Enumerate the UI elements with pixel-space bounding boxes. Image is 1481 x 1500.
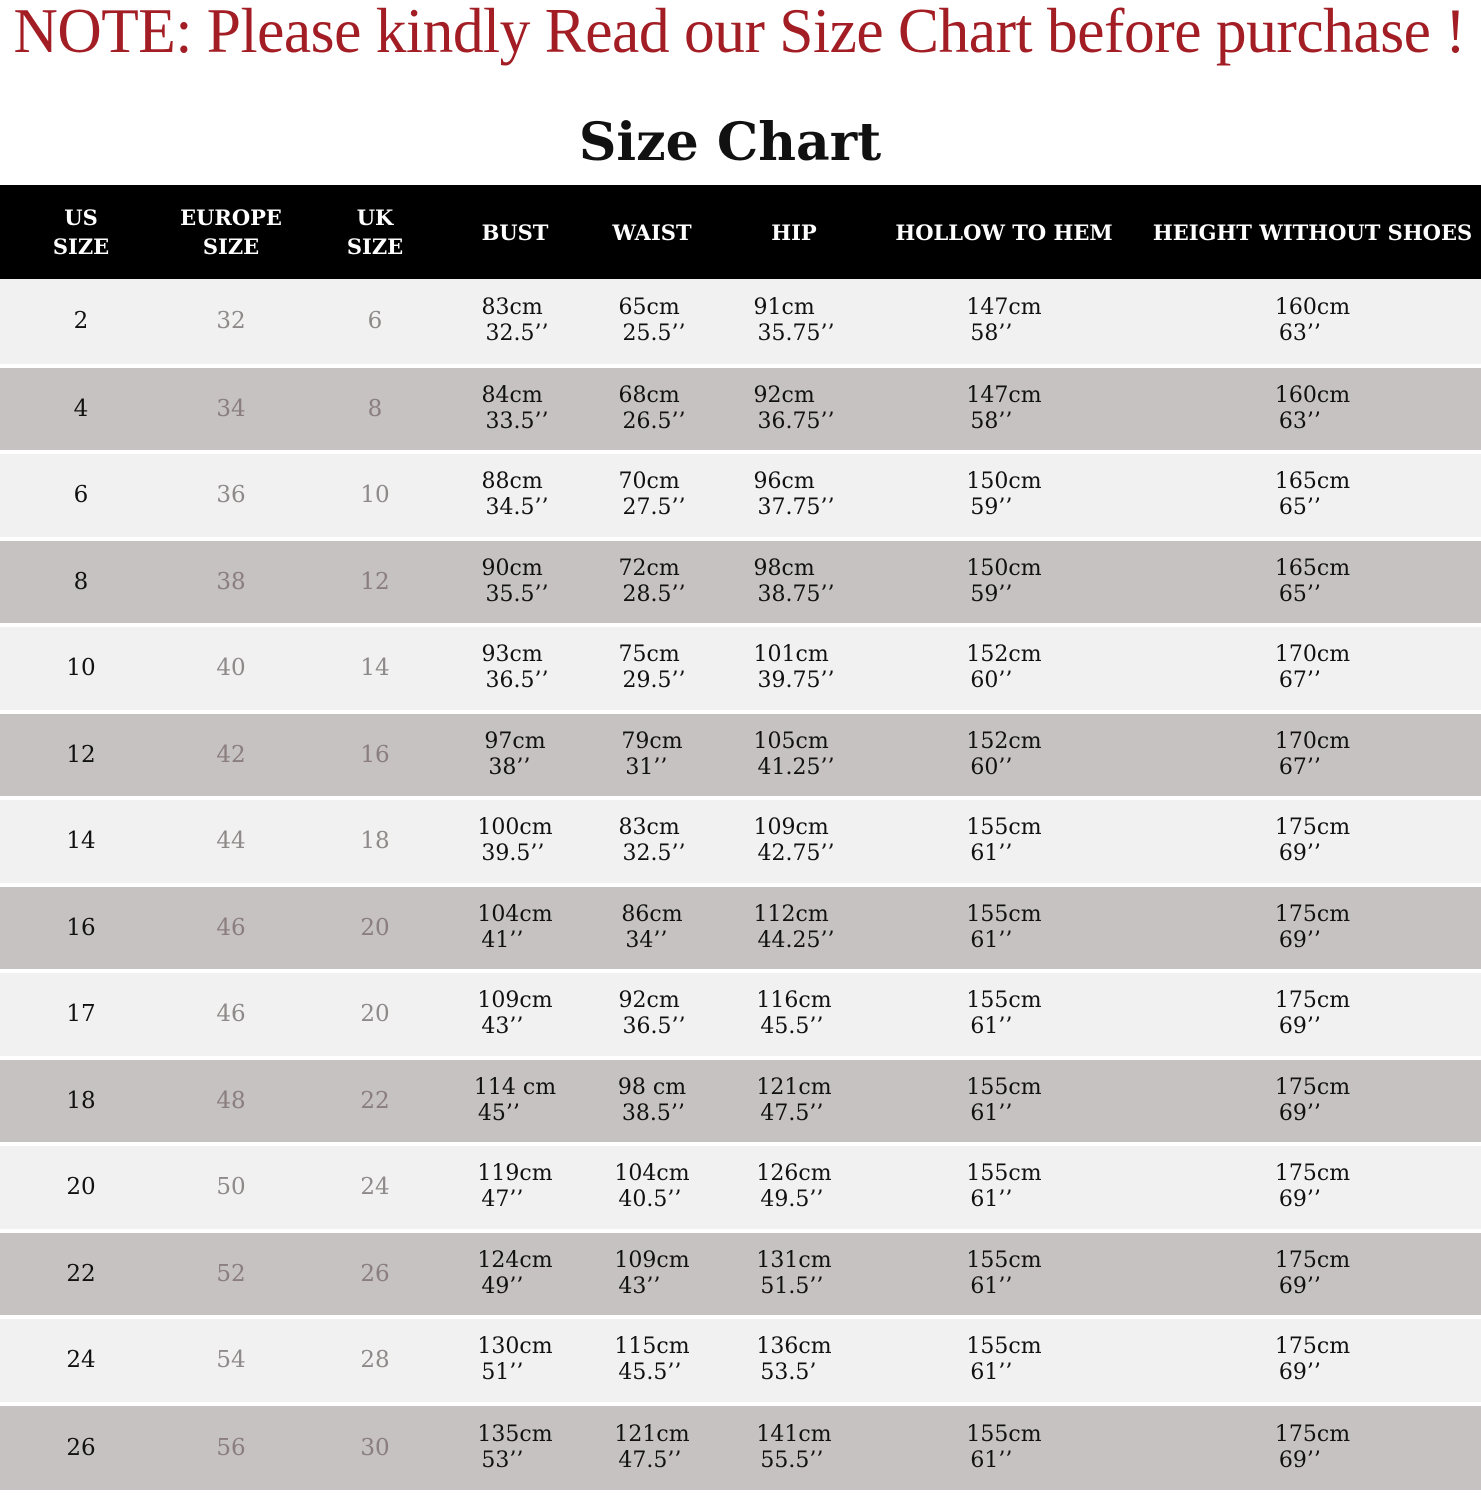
waist-inch-value: 45.5’’	[618, 1360, 682, 1386]
us-size-cell: 17	[0, 971, 162, 1058]
table-header-row	[0, 185, 1481, 279]
height-cm-value: 175cm	[1274, 1334, 1351, 1360]
europe-size-cell: 52	[162, 1231, 300, 1318]
hip-cell	[724, 798, 864, 885]
height-cell	[1144, 1231, 1481, 1318]
waist-cm-value: 83cm	[618, 815, 680, 841]
hollow-cm-value: 152cm	[966, 642, 1042, 668]
waist-cell	[580, 366, 724, 453]
waist-inch-value: 31’’	[625, 754, 668, 780]
waist-cell	[580, 1231, 724, 1318]
bust-cell	[450, 1317, 580, 1404]
height-cm-value: 175cm	[1274, 1247, 1351, 1273]
waist-cm-value: 86cm	[621, 901, 683, 927]
height-cell	[1144, 625, 1481, 712]
bust-cm-value: 97cm	[484, 728, 546, 754]
uk-size-cell: 26	[300, 1231, 450, 1318]
table-row	[0, 1404, 1481, 1491]
header-waist: WAIST	[612, 219, 692, 245]
waist-inch-value: 29.5’’	[622, 668, 686, 694]
us-size-cell: 14	[0, 798, 162, 885]
uk-size-cell: 8	[300, 366, 450, 453]
us-size-cell: 8	[0, 539, 162, 626]
header-uk-size: UK SIZE	[346, 205, 404, 259]
hip-inch-value: 37.75’’	[757, 495, 835, 521]
hip-inch-value: 55.5’’	[760, 1447, 824, 1473]
hip-inch-value: 39.75’’	[757, 668, 835, 694]
bust-cell	[450, 885, 580, 972]
hollow-inch-value: 59’’	[970, 495, 1013, 521]
waist-cell	[580, 1058, 724, 1145]
height-cm-value: 160cm	[1274, 295, 1351, 321]
hollow-cell	[864, 366, 1144, 453]
waist-cell	[580, 625, 724, 712]
bust-inch-value: 34.5’’	[485, 495, 549, 521]
waist-inch-value: 38.5’’	[621, 1100, 685, 1126]
europe-size-cell: 54	[162, 1317, 300, 1404]
europe-size-cell: 46	[162, 971, 300, 1058]
waist-cell	[580, 539, 724, 626]
bust-inch-value: 49’’	[481, 1273, 524, 1299]
height-cm-value: 175cm	[1274, 815, 1351, 841]
height-inch-value: 67’’	[1278, 668, 1321, 694]
hollow-cell	[864, 279, 1144, 366]
header-height-without-shoes: HEIGHT WITHOUT SHOES	[1152, 219, 1473, 245]
height-cell	[1144, 1404, 1481, 1491]
hip-cm-value: 131cm	[756, 1247, 832, 1273]
bust-cm-value: 104cm	[477, 901, 553, 927]
hollow-cm-value: 155cm	[966, 1421, 1042, 1447]
hollow-cm-value: 155cm	[966, 815, 1042, 841]
bust-cell	[450, 798, 580, 885]
height-cm-value: 175cm	[1274, 1074, 1351, 1100]
hip-cell	[724, 1317, 864, 1404]
hip-inch-value: 49.5’’	[760, 1187, 824, 1213]
waist-cm-value: 104cm	[614, 1161, 690, 1187]
bust-cell	[450, 1144, 580, 1231]
hip-inch-value: 51.5’’	[760, 1273, 824, 1299]
hollow-inch-value: 59’’	[970, 581, 1013, 607]
hollow-cm-value: 155cm	[966, 901, 1042, 927]
hollow-cm-value: 150cm	[966, 555, 1042, 581]
height-inch-value: 63’’	[1278, 321, 1321, 347]
europe-size-cell: 44	[162, 798, 300, 885]
height-cm-value: 175cm	[1274, 988, 1351, 1014]
hip-cell	[724, 625, 864, 712]
hollow-cell	[864, 539, 1144, 626]
hollow-cell	[864, 885, 1144, 972]
waist-cm-value: 79cm	[621, 728, 683, 754]
table-row	[0, 539, 1481, 626]
bust-inch-value: 43’’	[481, 1014, 524, 1040]
height-cell	[1144, 885, 1481, 972]
bust-cm-value: 109cm	[477, 988, 553, 1014]
hollow-inch-value: 60’’	[970, 668, 1013, 694]
hollow-cm-value: 152cm	[966, 728, 1042, 754]
bust-cm-value: 100cm	[477, 815, 553, 841]
hip-cm-value: 101cm	[753, 642, 829, 668]
bust-cm-value: 130cm	[477, 1334, 553, 1360]
us-size-cell: 24	[0, 1317, 162, 1404]
bust-inch-value: 51’’	[481, 1360, 524, 1386]
bust-inch-value: 41’’	[481, 927, 524, 953]
hollow-cm-value: 147cm	[966, 295, 1042, 321]
hollow-inch-value: 61’’	[970, 1187, 1013, 1213]
hollow-cell	[864, 1317, 1144, 1404]
table-row	[0, 1058, 1481, 1145]
us-size-cell: 2	[73, 308, 89, 335]
waist-cell	[580, 1404, 724, 1491]
us-size-cell: 10	[0, 625, 162, 712]
bust-cell	[450, 625, 580, 712]
header-us-size: US SIZE	[52, 205, 110, 259]
height-inch-value: 69’’	[1278, 1360, 1321, 1386]
hollow-cell	[864, 1404, 1144, 1491]
hip-cm-value: 105cm	[753, 728, 829, 754]
table-row	[0, 1317, 1481, 1404]
waist-cell	[580, 798, 724, 885]
bust-inch-value: 47’’	[481, 1187, 524, 1213]
height-cm-value: 165cm	[1274, 555, 1351, 581]
bust-cm-value: 124cm	[477, 1247, 553, 1273]
size-chart-title: Size Chart	[578, 112, 882, 173]
waist-cm-value: 72cm	[618, 555, 680, 581]
bust-cm-value: 84cm	[481, 382, 543, 408]
europe-size-cell: 42	[162, 712, 300, 799]
waist-cell	[580, 712, 724, 799]
size-rows	[0, 279, 1481, 1490]
hip-cm-value: 121cm	[756, 1074, 832, 1100]
height-inch-value: 69’’	[1278, 1273, 1321, 1299]
height-cm-value: 175cm	[1274, 1421, 1351, 1447]
bust-inch-value: 53’’	[481, 1447, 524, 1473]
hip-inch-value: 38.75’’	[757, 581, 835, 607]
hollow-cm-value: 150cm	[966, 469, 1042, 495]
hollow-inch-value: 58’’	[970, 321, 1013, 347]
europe-size-cell: 56	[162, 1404, 300, 1491]
us-size-cell: 6	[0, 452, 162, 539]
waist-inch-value: 28.5’’	[622, 581, 686, 607]
hip-cm-value: 112cm	[753, 901, 829, 927]
hollow-cell	[864, 712, 1144, 799]
waist-cell	[580, 452, 724, 539]
height-cell	[1144, 971, 1481, 1058]
waist-cm-value: 121cm	[614, 1421, 690, 1447]
hip-inch-value: 41.25’’	[757, 754, 835, 780]
waist-cm-value: 92cm	[618, 988, 680, 1014]
hollow-cm-value: 155cm	[966, 988, 1042, 1014]
waist-cm-value: 98 cm	[617, 1074, 687, 1100]
waist-inch-value: 47.5’’	[618, 1447, 682, 1473]
waist-inch-value: 26.5’’	[622, 408, 686, 434]
uk-size-cell: 28	[300, 1317, 450, 1404]
height-cell	[1144, 1317, 1481, 1404]
height-inch-value: 69’’	[1278, 1014, 1321, 1040]
us-size-cell: 20	[0, 1144, 162, 1231]
us-size-cell: 22	[0, 1231, 162, 1318]
bust-inch-value: 45’’	[477, 1100, 520, 1126]
height-cell	[1144, 539, 1481, 626]
waist-cell	[580, 1317, 724, 1404]
hip-inch-value: 35.75’’	[757, 321, 835, 347]
bust-cm-value: 119cm	[477, 1161, 553, 1187]
hip-cell	[724, 279, 864, 366]
hip-inch-value: 36.75’’	[757, 408, 835, 434]
waist-cm-value: 75cm	[618, 642, 680, 668]
hollow-cell	[864, 1144, 1144, 1231]
hollow-inch-value: 61’’	[970, 1447, 1013, 1473]
bust-cell	[450, 1404, 580, 1491]
bust-cell	[450, 279, 580, 366]
hip-cm-value: 109cm	[753, 815, 829, 841]
bust-cell	[450, 539, 580, 626]
europe-size-cell: 46	[162, 885, 300, 972]
bust-cm-value: 93cm	[481, 642, 543, 668]
hollow-cm-value: 155cm	[966, 1247, 1042, 1273]
height-cell	[1144, 712, 1481, 799]
hip-cell	[724, 885, 864, 972]
uk-size-cell: 20	[300, 971, 450, 1058]
height-cm-value: 170cm	[1274, 642, 1351, 668]
height-cell	[1144, 1058, 1481, 1145]
height-inch-value: 69’’	[1278, 1447, 1321, 1473]
hip-cm-value: 91cm	[753, 295, 815, 321]
height-inch-value: 69’’	[1278, 841, 1321, 867]
bust-cm-value: 114 cm	[473, 1074, 557, 1100]
table-row	[0, 971, 1481, 1058]
hollow-cell	[864, 452, 1144, 539]
uk-size-cell: 6	[367, 308, 383, 335]
bust-cell	[450, 366, 580, 453]
hollow-inch-value: 61’’	[970, 1273, 1013, 1299]
height-inch-value: 69’’	[1278, 1187, 1321, 1213]
waist-cell	[580, 279, 724, 366]
hip-cell	[724, 1231, 864, 1318]
waist-inch-value: 32.5’’	[622, 841, 686, 867]
europe-size-cell: 38	[162, 539, 300, 626]
bust-cell	[450, 712, 580, 799]
hip-cell	[724, 1058, 864, 1145]
hollow-cm-value: 155cm	[966, 1161, 1042, 1187]
hip-cm-value: 116cm	[756, 988, 832, 1014]
height-inch-value: 63’’	[1278, 408, 1321, 434]
uk-size-cell: 10	[300, 452, 450, 539]
waist-cm-value: 109cm	[614, 1247, 690, 1273]
waist-cell	[580, 1144, 724, 1231]
us-size-cell: 26	[0, 1404, 162, 1491]
waist-inch-value: 34’’	[625, 927, 668, 953]
size-chart-table	[0, 185, 1481, 1490]
bust-cm-value: 90cm	[481, 555, 543, 581]
hip-cell	[724, 1144, 864, 1231]
header-hip: HIP	[771, 219, 817, 245]
uk-size-cell: 24	[300, 1144, 450, 1231]
bust-inch-value: 39.5’’	[481, 841, 545, 867]
height-cell	[1144, 1144, 1481, 1231]
us-size-cell: 18	[0, 1058, 162, 1145]
table-row	[0, 366, 1481, 453]
waist-inch-value: 25.5’’	[622, 321, 686, 347]
uk-size-cell: 22	[300, 1058, 450, 1145]
hip-cm-value: 136cm	[756, 1334, 832, 1360]
hip-cell	[724, 452, 864, 539]
hollow-inch-value: 61’’	[970, 1014, 1013, 1040]
hollow-cm-value: 147cm	[966, 382, 1042, 408]
uk-size-cell: 30	[300, 1404, 450, 1491]
table-row	[0, 279, 1481, 366]
hip-cm-value: 92cm	[753, 382, 815, 408]
waist-inch-value: 43’’	[618, 1273, 661, 1299]
hip-cm-value: 126cm	[756, 1161, 832, 1187]
bust-cm-value: 135cm	[477, 1421, 553, 1447]
europe-size-cell: 32	[216, 308, 246, 335]
hollow-cm-value: 155cm	[966, 1074, 1042, 1100]
uk-size-cell: 18	[300, 798, 450, 885]
waist-cell	[580, 885, 724, 972]
hip-inch-value: 45.5’’	[760, 1014, 824, 1040]
table-row	[0, 625, 1481, 712]
header-bust: BUST	[481, 219, 549, 245]
hip-inch-value: 47.5’’	[760, 1100, 824, 1126]
europe-size-cell: 50	[162, 1144, 300, 1231]
height-inch-value: 67’’	[1278, 754, 1321, 780]
bust-cell	[450, 971, 580, 1058]
bust-inch-value: 32.5’’	[485, 321, 549, 347]
hollow-cell	[864, 1231, 1144, 1318]
us-size-cell: 16	[0, 885, 162, 972]
waist-cm-value: 70cm	[618, 469, 680, 495]
uk-size-cell: 12	[300, 539, 450, 626]
hip-inch-value: 53.5’	[760, 1360, 817, 1386]
height-cell	[1144, 798, 1481, 885]
waist-inch-value: 40.5’’	[618, 1187, 682, 1213]
hip-cell	[724, 539, 864, 626]
hip-cm-value: 141cm	[756, 1421, 832, 1447]
height-cell	[1144, 366, 1481, 453]
hollow-cell	[864, 1058, 1144, 1145]
waist-cm-value: 68cm	[618, 382, 680, 408]
height-cell	[1144, 452, 1481, 539]
height-inch-value: 65’’	[1278, 495, 1321, 521]
hip-inch-value: 42.75’’	[757, 841, 835, 867]
table-row	[0, 885, 1481, 972]
hip-cell	[724, 712, 864, 799]
bust-cm-value: 88cm	[481, 469, 543, 495]
bust-cell	[450, 1058, 580, 1145]
waist-inch-value: 27.5’’	[622, 495, 686, 521]
header-hollow-to-hem: HOLLOW TO HEM	[895, 219, 1113, 245]
hollow-inch-value: 61’’	[970, 1100, 1013, 1126]
bust-inch-value: 33.5’’	[485, 408, 549, 434]
height-inch-value: 69’’	[1278, 927, 1321, 953]
bust-inch-value: 35.5’’	[485, 581, 549, 607]
waist-cm-value: 115cm	[614, 1334, 690, 1360]
europe-size-cell: 48	[162, 1058, 300, 1145]
hollow-inch-value: 58’’	[970, 408, 1013, 434]
hollow-cell	[864, 625, 1144, 712]
hip-cell	[724, 971, 864, 1058]
hip-inch-value: 44.25’’	[757, 927, 835, 953]
height-cm-value: 160cm	[1274, 382, 1351, 408]
hip-cm-value: 96cm	[753, 469, 815, 495]
hollow-cell	[864, 971, 1144, 1058]
height-cell	[1144, 279, 1481, 366]
height-cm-value: 170cm	[1274, 728, 1351, 754]
table-row	[0, 452, 1481, 539]
bust-cell	[450, 452, 580, 539]
table-row	[0, 1144, 1481, 1231]
us-size-cell: 4	[0, 366, 162, 453]
europe-size-cell: 40	[162, 625, 300, 712]
height-cm-value: 175cm	[1274, 901, 1351, 927]
height-inch-value: 69’’	[1278, 1100, 1321, 1126]
purchase-note: NOTE: Please kindly Read our Size Chart before purchase !	[13, 0, 1466, 66]
uk-size-cell: 14	[300, 625, 450, 712]
height-inch-value: 65’’	[1278, 581, 1321, 607]
waist-cell	[580, 971, 724, 1058]
bust-inch-value: 36.5’’	[485, 668, 549, 694]
waist-inch-value: 36.5’’	[622, 1014, 686, 1040]
uk-size-cell: 16	[300, 712, 450, 799]
table-row	[0, 798, 1481, 885]
europe-size-cell: 34	[162, 366, 300, 453]
europe-size-cell: 36	[162, 452, 300, 539]
us-size-cell: 12	[0, 712, 162, 799]
table-row	[0, 712, 1481, 799]
uk-size-cell: 20	[300, 885, 450, 972]
hip-cm-value: 98cm	[753, 555, 815, 581]
hollow-inch-value: 60’’	[970, 754, 1013, 780]
hollow-inch-value: 61’’	[970, 927, 1013, 953]
hollow-cell	[864, 798, 1144, 885]
hip-cell	[724, 366, 864, 453]
table-row	[0, 1231, 1481, 1318]
height-cm-value: 175cm	[1274, 1161, 1351, 1187]
header-europe-size: EUROPE SIZE	[180, 205, 282, 259]
bust-cm-value: 83cm	[481, 295, 543, 321]
bust-cell	[450, 1231, 580, 1318]
hollow-inch-value: 61’’	[970, 841, 1013, 867]
hollow-inch-value: 61’’	[970, 1360, 1013, 1386]
bust-inch-value: 38’’	[488, 754, 531, 780]
hip-cell	[724, 1404, 864, 1491]
height-cm-value: 165cm	[1274, 469, 1351, 495]
waist-cm-value: 65cm	[618, 295, 680, 321]
hollow-cm-value: 155cm	[966, 1334, 1042, 1360]
